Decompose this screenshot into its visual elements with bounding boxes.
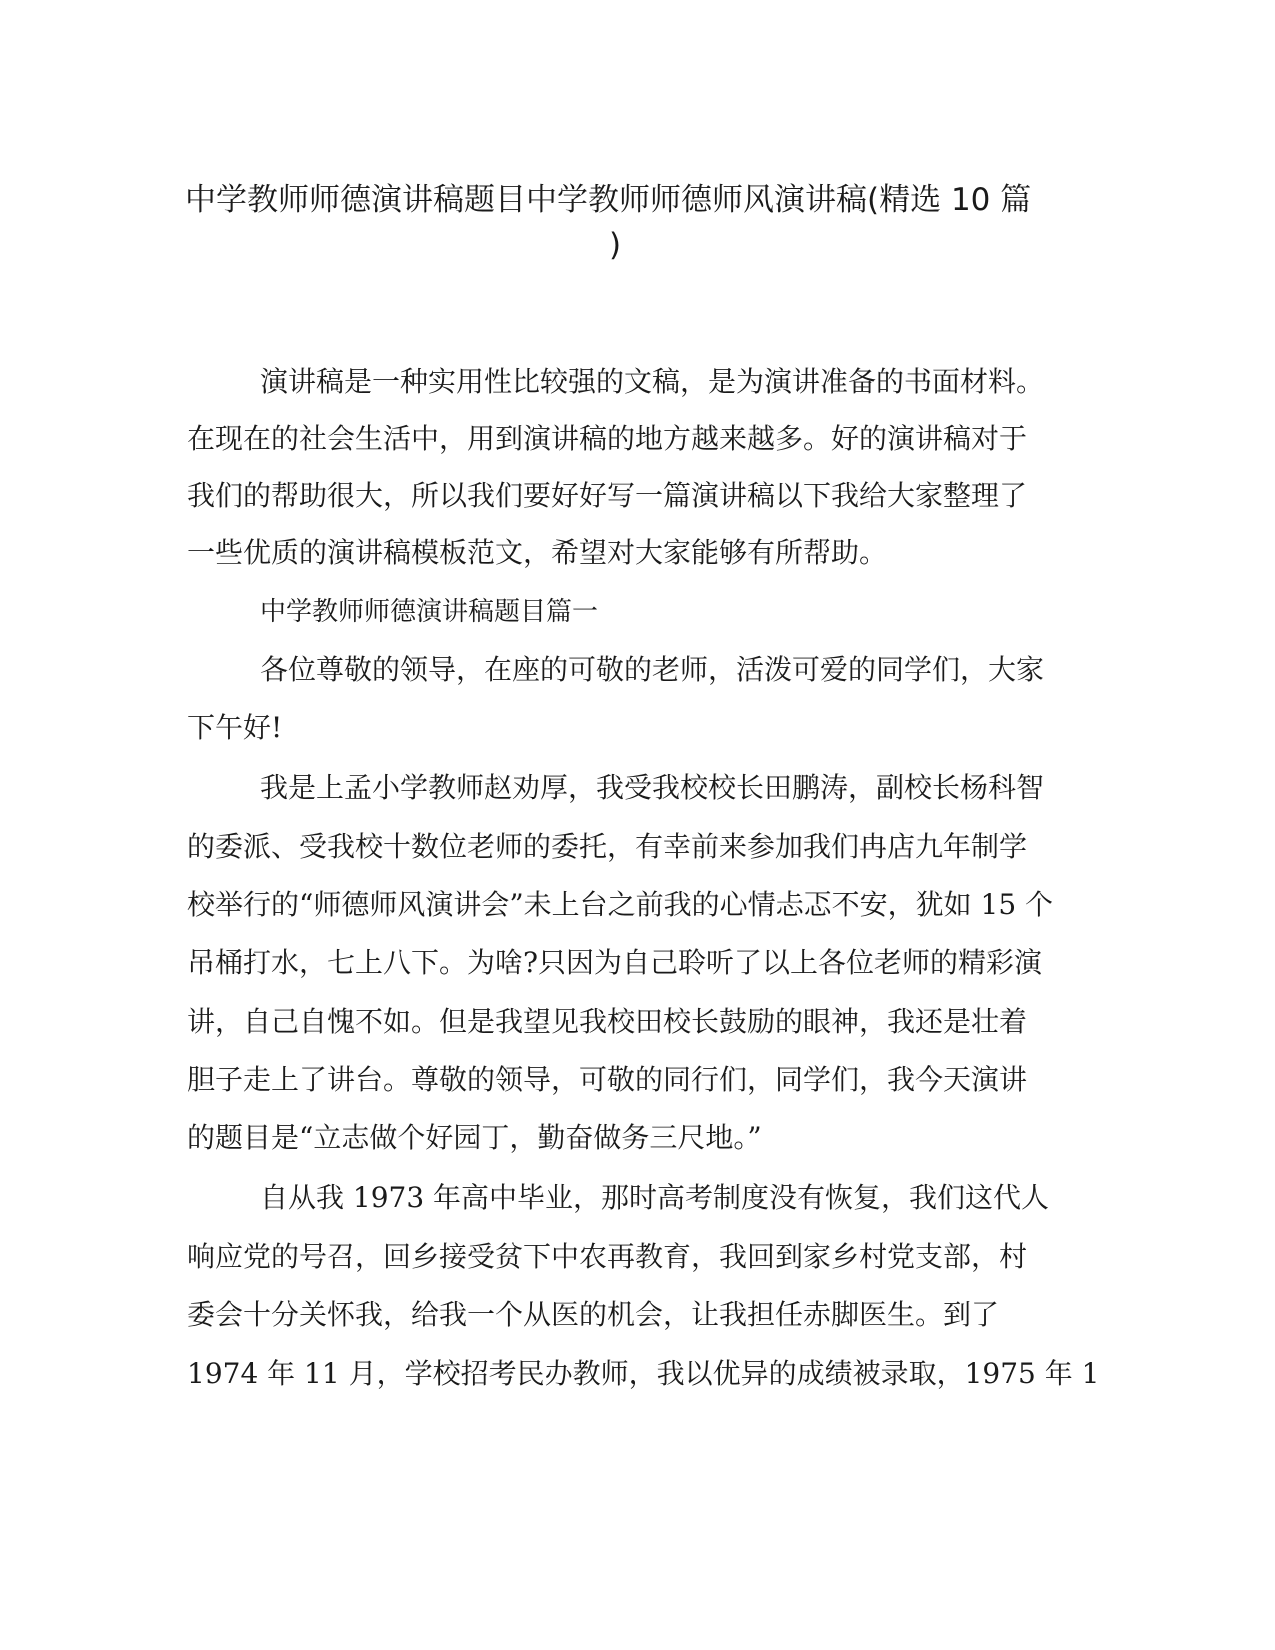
greeting-paragraph-line: 下午好! <box>187 711 283 744</box>
title-line-1: 中学教师师德演讲稿题目中学教师师德师风演讲稿(精选 10 篇 <box>185 182 1032 218</box>
greeting-paragraph-line: 各位尊敬的领导，在座的可敬的老师，活泼可爱的同学们，大家 <box>260 653 1045 686</box>
speech-paragraph-line: 讲，自己自愧不如。但是我望见我校田校长鼓励的眼神，我还是壮着 <box>187 1005 1028 1038</box>
biography-paragraph-line: 自从我 1973 年高中毕业，那时高考制度没有恢复，我们这代人 <box>260 1181 1050 1214</box>
intro-paragraph-line: 我们的帮助很大，所以我们要好好写一篇演讲稿以下我给大家整理了 <box>187 479 1028 512</box>
speech-paragraph-line: 我是上孟小学教师赵劝厚，我受我校校长田鹏涛，副校长杨科智 <box>260 771 1045 804</box>
intro-paragraph-line: 在现在的社会生活中，用到演讲稿的地方越来越多。好的演讲稿对于 <box>187 422 1028 455</box>
section-heading: 中学教师师德演讲稿题目篇一 <box>260 597 599 627</box>
biography-paragraph-line: 响应党的号召，回乡接受贫下中农再教育，我回到家乡村党支部，村 <box>187 1240 1028 1273</box>
intro-paragraph-line: 一些优质的演讲稿模板范文，希望对大家能够有所帮助。 <box>187 536 888 569</box>
document-title <box>185 178 1085 268</box>
speech-paragraph-line: 的委派、受我校十数位老师的委托，有幸前来参加我们冉店九年制学 <box>187 830 1028 863</box>
intro-paragraph-line: 演讲稿是一种实用性比较强的文稿，是为演讲准备的书面材料。 <box>260 365 1045 398</box>
speech-paragraph-line: 校举行的“师德师风演讲会”未上台之前我的心情忐忑不安，犹如 15 个 <box>187 888 1054 921</box>
speech-paragraph-line: 胆子走上了讲台。尊敬的领导，可敬的同行们，同学们，我今天演讲 <box>187 1063 1028 1096</box>
title-line-2: ) <box>609 227 622 263</box>
speech-paragraph-line: 吊桶打水，七上八下。为啥?只因为自己聆听了以上各位老师的精彩演 <box>187 946 1043 979</box>
speech-paragraph-line: 的题目是“立志做个好园丁，勤奋做务三尺地。” <box>187 1121 762 1154</box>
biography-paragraph-line: 委会十分关怀我，给我一个从医的机会，让我担任赤脚医生。到了 <box>187 1298 1000 1331</box>
biography-paragraph-line: 1974 年 11 月，学校招考民办教师，我以优异的成绩被录取，1975 年 1 <box>187 1357 1100 1390</box>
